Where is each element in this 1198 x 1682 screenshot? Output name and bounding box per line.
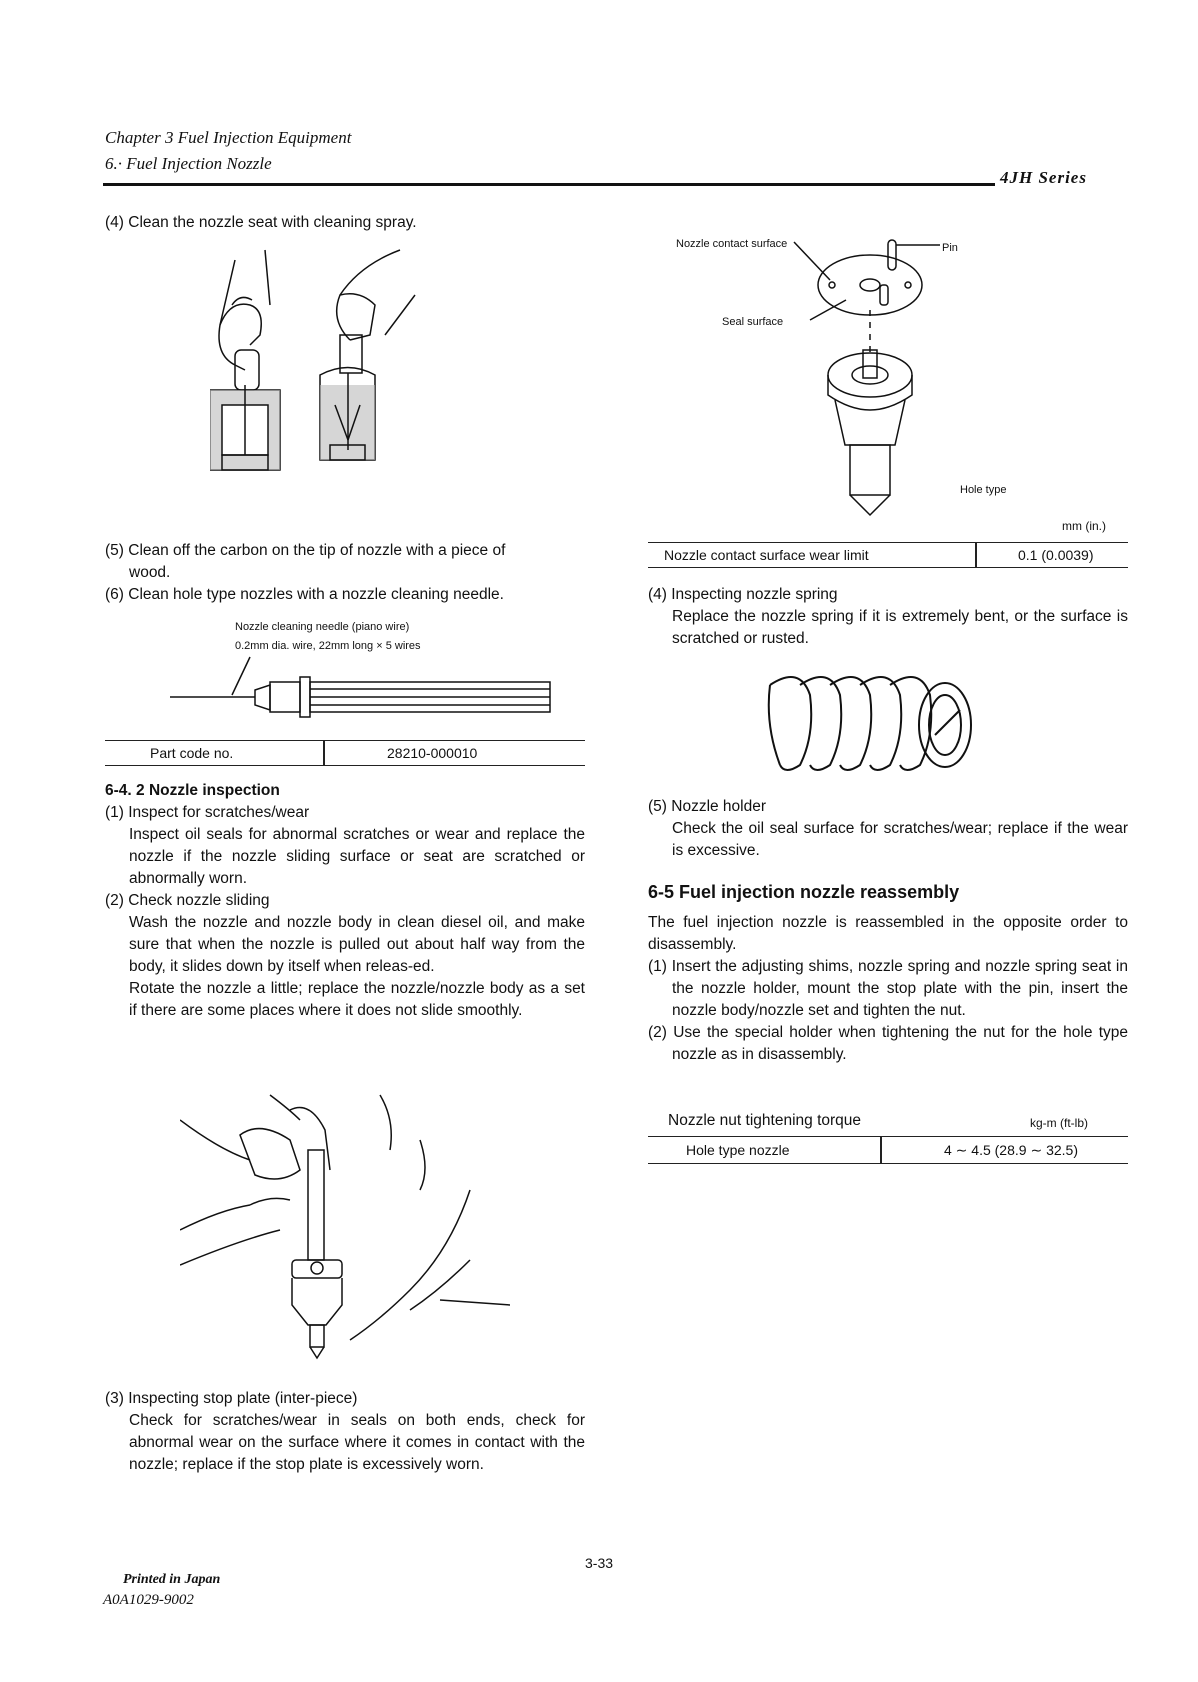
inspection-3-title: (3) Inspecting stop plate (inter-piece) xyxy=(105,1390,358,1407)
torque-unit: kg-m (ft-lb) xyxy=(1030,1116,1088,1130)
torque-value: 4 ∼ 4.5 (28.9 ∼ 32.5) xyxy=(944,1141,1078,1158)
series-label: 4JH Series xyxy=(1000,168,1087,187)
reassembly-heading-wrap xyxy=(648,882,959,903)
page-number: 3-33 xyxy=(585,1555,614,1571)
wear-limit-table xyxy=(648,542,1128,568)
part-code-value: 28210-000010 xyxy=(387,745,478,761)
inspection-2-title: (2) Check nozzle sliding xyxy=(105,892,270,909)
table-divider xyxy=(880,1137,882,1163)
cleaning-needle-figure xyxy=(170,655,560,725)
inspection-3-block xyxy=(105,1388,585,1476)
reassembly-step-1: (1) Insert the adjusting shims, nozzle spring and nozzle spring seat in the nozzle holder, mount the stop plate with the pin, insert the nozzle body/nozzle set and tighten the nut. xyxy=(648,958,1128,1019)
nozzle-spring-figure xyxy=(760,665,980,775)
part-code-label: Part code no. xyxy=(150,745,234,761)
section-title: 6.· Fuel Injection Nozzle xyxy=(105,154,272,173)
spring-block xyxy=(648,584,1128,650)
step-5-text-cont: wood. xyxy=(129,564,171,581)
spring-title: (4) Inspecting nozzle spring xyxy=(648,586,838,603)
torque-label: Hole type nozzle xyxy=(686,1142,790,1158)
hole-type-label: Hole type xyxy=(960,484,1007,496)
inspection-1-title: (1) Inspect for scratches/wear xyxy=(105,804,310,821)
step-6-text: (6) Clean hole type nozzles with a nozzle cleaning needle. xyxy=(105,586,504,603)
inspection-1-body: Inspect oil seals for abnormal scratches or wear and replace the nozzle if the nozzle sliding surface or seat are scratched or abnormally worn. xyxy=(129,826,585,887)
chapter-title: Chapter 3 Fuel Injection Equipment xyxy=(105,128,352,147)
wear-limit-value: 0.1 (0.0039) xyxy=(1018,547,1094,563)
document-code: A0A1029-9002 xyxy=(103,1592,194,1608)
table-divider xyxy=(975,543,977,567)
reassembly-step-2: (2) Use the special holder when tightening the nut for the hole type nozzle as in disassembly. xyxy=(648,1024,1128,1063)
holder-title: (5) Nozzle holder xyxy=(648,798,767,815)
pin-label: Pin xyxy=(942,242,958,254)
seal-surface-label: Seal surface xyxy=(722,316,784,328)
step-5-text: (5) Clean off the carbon on the tip of nozzle with a piece of xyxy=(105,542,506,559)
nozzle-exploded-figure xyxy=(790,230,960,520)
cleaning-spray-figure xyxy=(210,245,450,505)
printed-label: Printed in Japan xyxy=(123,1572,221,1587)
part-code-table xyxy=(105,740,585,766)
reassembly-intro: The fuel injection nozzle is reassembled in the opposite order to disassembly. xyxy=(648,914,1128,953)
torque-title: Nozzle nut tightening torque xyxy=(668,1112,862,1129)
header-rule xyxy=(103,183,995,186)
holder-block xyxy=(648,796,1128,862)
needle-label-2: 0.2mm dia. wire, 22mm long × 5 wires xyxy=(235,640,421,652)
wear-limit-label: Nozzle contact surface wear limit xyxy=(664,547,869,563)
holder-body: Check the oil seal surface for scratches/wear; replace if the wear is excessive. xyxy=(672,820,1128,859)
step-4-text: (4) Clean the nozzle seat with cleaning spray. xyxy=(105,214,417,231)
inspection-1-block xyxy=(105,802,585,1022)
contact-surface-label: Nozzle contact surface xyxy=(676,238,788,250)
spring-body: Replace the nozzle spring if it is extremely bent, or the surface is scratched or rusted. xyxy=(672,608,1128,647)
wear-unit: mm (in.) xyxy=(1062,519,1106,533)
needle-label-1: Nozzle cleaning needle (piano wire) xyxy=(235,621,410,633)
inspection-heading: 6-4. 2 Nozzle inspection xyxy=(105,782,280,799)
reassembly-heading: 6-5 Fuel injection nozzle reassembly xyxy=(648,882,960,902)
reassembly-block xyxy=(648,912,1128,1066)
table-divider xyxy=(323,741,325,765)
nozzle-sliding-figure xyxy=(180,1090,510,1360)
torque-table xyxy=(648,1136,1128,1164)
inspection-3-body: Check for scratches/wear in seals on both ends, check for abnormal wear on the surface where it comes in contact with the nozzle; replace if the stop plate is excessively worn. xyxy=(129,1412,585,1473)
inspection-2-body-2: Rotate the nozzle a little; replace the nozzle/nozzle body as a set if there are some places where it does not slide smoothly. xyxy=(129,980,585,1019)
inspection-2-body-1: Wash the nozzle and nozzle body in clean diesel oil, and make sure that when the nozzle is pulled out about half way from the body, it slides down by itself when releas-ed. xyxy=(129,914,585,975)
